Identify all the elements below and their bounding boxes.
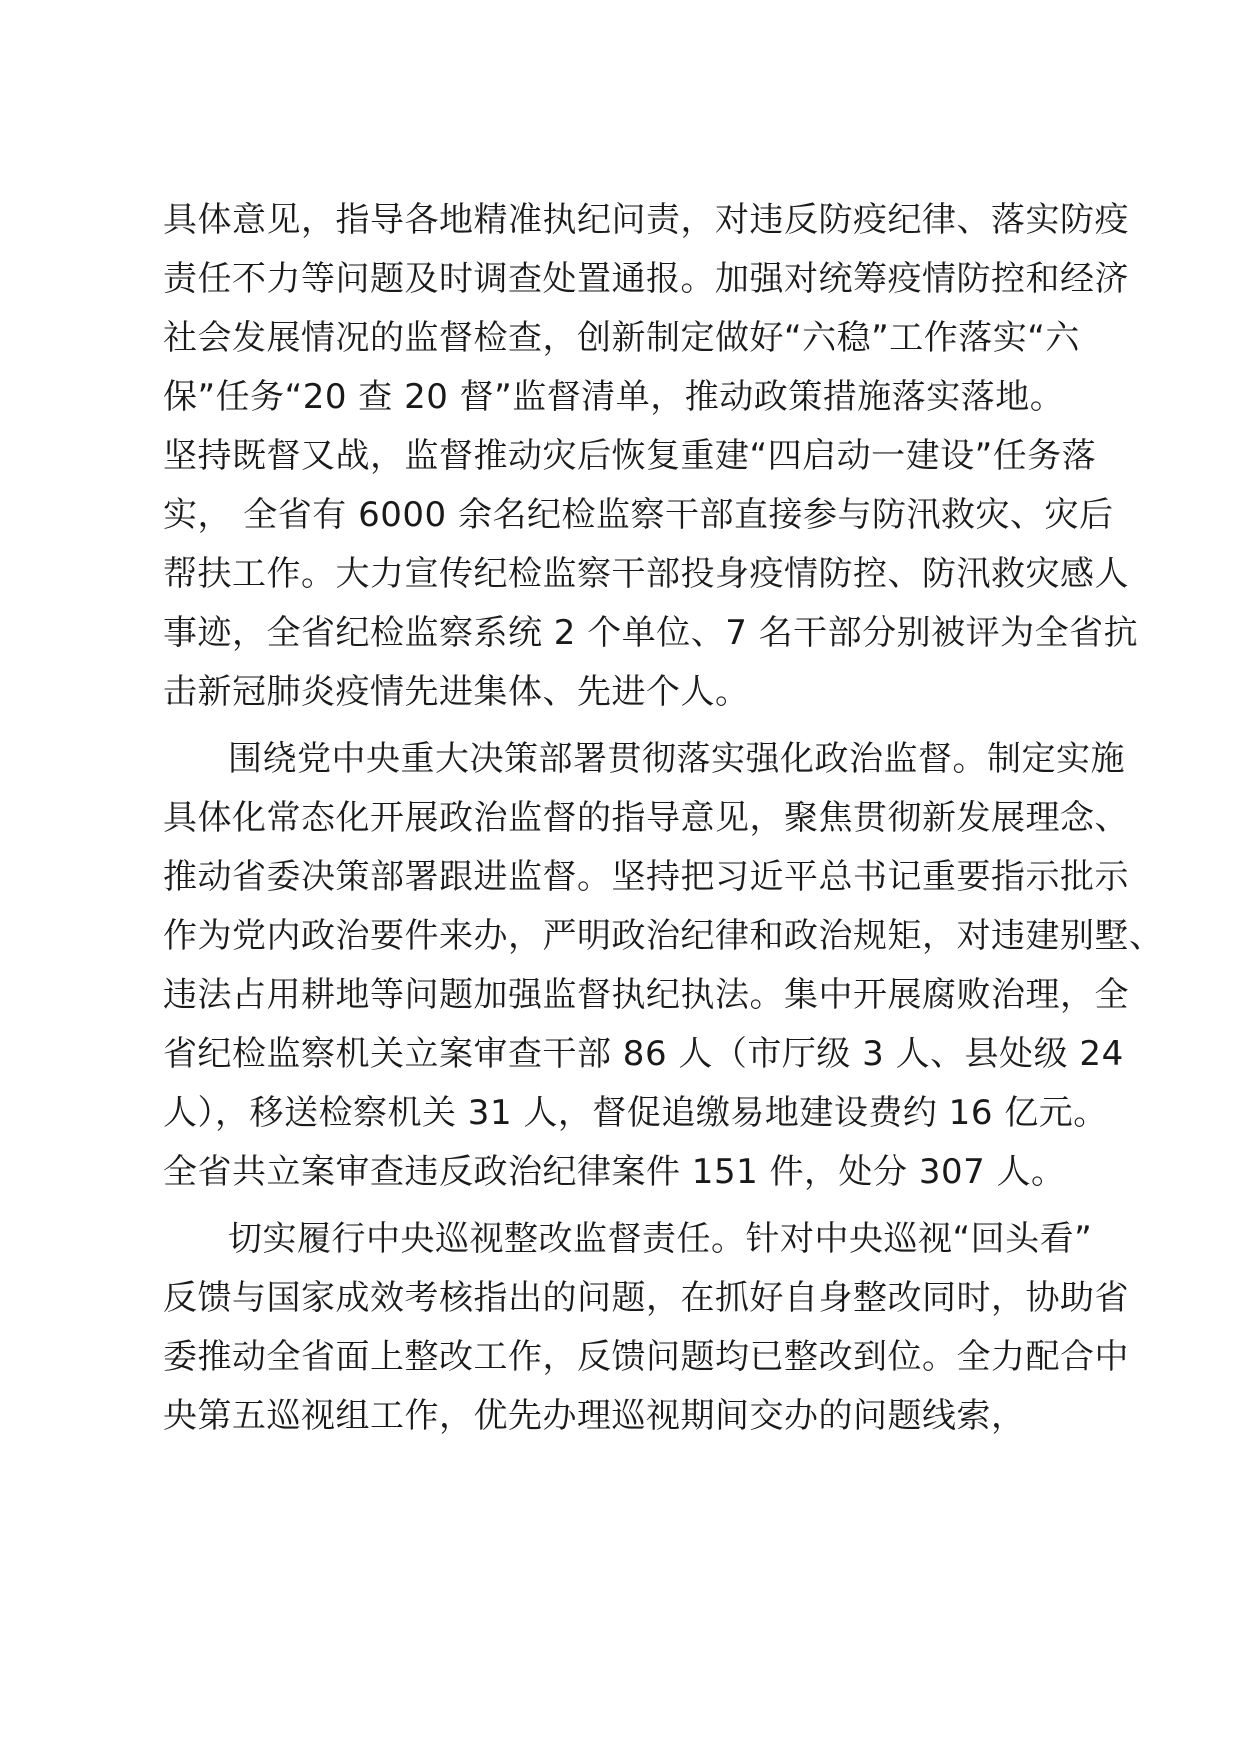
text-line: 央第五巡视组工作，优先办理巡视期间交办的问题线索， [163,1396,1026,1436]
text-line: 坚持既督又战，监督推动灾后恢复重建“四启动一建设”任务落 [163,436,1097,476]
text-line: 帮扶工作。大力宣传纪检监察干部投身疫情防控、防汛救灾感人 [163,554,1129,594]
text-line: 作为党内政治要件来办，严明政治纪律和政治规矩，对违建别墅、 [163,916,1164,956]
paragraph-first-line: 切实履行中央巡视整改监督责任。针对中央巡视“回头看” [228,1219,1093,1259]
text-line: 实， 全省有 6000 余名纪检监察干部直接参与防汛救灾、灾后 [163,495,1114,535]
paragraph-first-line: 围绕党中央重大决策部署贯彻落实强化政治监督。制定实施 [228,739,1125,779]
text-line: 推动省委决策部署跟进监督。坚持把习近平总书记重要指示批示 [163,857,1129,897]
text-line: 违法占用耕地等问题加强监督执纪执法。集中开展腐败治理，全 [163,975,1129,1015]
text-line: 击新冠肺炎疫情先进集体、先进个人。 [163,672,750,712]
text-line: 社会发展情况的监督检查，创新制定做好“六稳”工作落实“六 [163,318,1080,358]
text-line: 委推动全省面上整改工作，反馈问题均已整改到位。全力配合中 [163,1337,1129,1377]
text-line: 人），移送检察机关 31 人，督促追缴易地建设费约 16 亿元。 [163,1093,1108,1133]
text-line: 责任不力等问题及时调查处置通报。加强对统筹疫情防控和经济 [163,259,1129,299]
text-line: 具体意见，指导各地精准执纪问责，对违反防疫纪律、落实防疫 [163,200,1129,240]
text-line: 反馈与国家成效考核指出的问题，在抓好自身整改同时，协助省 [163,1278,1129,1318]
text-line: 具体化常态化开展政治监督的指导意见，聚焦贯彻新发展理念、 [163,798,1129,838]
text-line: 全省共立案审查违反政治纪律案件 151 件，处分 307 人。 [163,1152,1066,1192]
text-line: 省纪检监察机关立案审查干部 86 人（市厅级 3 人、县处级 24 [163,1034,1124,1074]
text-line: 保”任务“20 查 20 督”监督清单，推动政策措施落实落地。 [163,377,1065,417]
text-line: 事迹，全省纪检监察系统 2 个单位、7 名干部分别被评为全省抗 [163,613,1139,653]
